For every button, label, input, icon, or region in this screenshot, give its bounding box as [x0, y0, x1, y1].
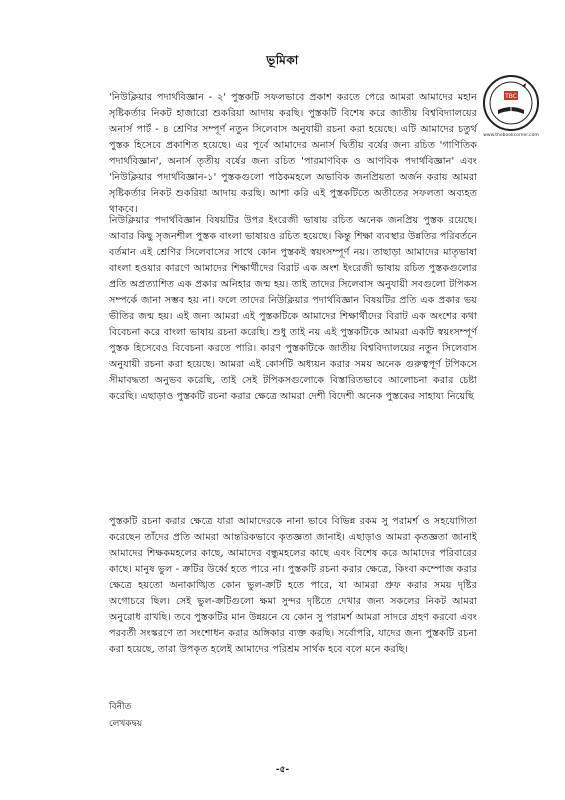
paragraph-background: নিউক্লিয়ার পদার্থবিজ্ঞান বিষয়টির উপর ইংরেজী ভাষায় রচিত অনেক জনপ্রিয় পুস্তক রয়েছে। আবার কিছু সৃজনশীল পুস্তক বাংলা ভাষায়ও রচিত হয়েছে। কিন্তু শিক্ষা ব্যবস্থার উন্নতির পরিবর্তনে বর্তমান এই শ্রেণির সিলেবাসের সাথে কোন পুস্তকই স্বয়ংসম্পূর্ণ নয়। তাছাড়া আমাদের মাতৃভাষা বাংলা হওয়ার কারণে আমাদের শিক্ষার্থীদের বিরাট এক অংশ ইংরেজী ভাষায় রচিত পুস্তকগুলোর প্রতি অপ্রত্যাশিত এক প্রকার অনিহার জন্ম হয়। তাই তাদের সিলেবাস অনুযায়ী সবগুলো টপিকস সম্পর্কে জানা সম্ভব হয় না। ফলে তাদের নিউক্লিয়ার পদার্থবিজ্ঞান বিষয়টির প্রতি এক প্রকার ভয় ভীতির জন্ম হয়। এই জন্য আমরা এই পুস্তকটিকে আমাদের শিক্ষার্থীদের বিরাট এক অংশের কথা বিবেচনা করে বাংলা ভাষায় রচনা করেছি। শুধু তাই নয় এই পুস্তকটিকে আমরা একটি স্বয়ংসম্পূর্ণ পুস্তক হিসেবেও বিবেচনা করতে পারি। কারণ পুস্তকটিকে জাতীয় বিশ্ববিদ্যালয়ের নতুন সিলেবাস অনুযায়ী রচনা করা হয়েছে। আমরা এই কোর্সটি অধ্যয়ন করার সময় অনেক গুরুত্বপূর্ণ টপিকসে সীমাবদ্ধতা অনুভব করেছি, তাই সেই টপিকসগুলোকে বিস্তারিতভাবে আলোচনা করার চেষ্টা করেছি। এছাড়াও পুস্তকটি রচনা করার ক্ষেত্রে আমরা দেশী বিদেশী অনেক পুস্তকের সাহায্য নিয়েছি [109, 215, 477, 402]
page-number: -৫- [275, 765, 290, 775]
paragraph-acknowledgement: পুস্তকটি রচনা করার ক্ষেত্রে যারা আমাদেরকে নানা ভাবে বিভিন্ন রকম সু পরামর্শ ও সহযোগিতা করেছেন তাঁদের প্রতি আমরা আন্তরিকভাবে কৃতজ্ঞতা জানাই। এছাড়াও আমরা কৃতজ্ঞতা জানাই আমাদের শিক্ষকমহলের কাছে, আমাদের বন্ধুমহলের কাছে এবং বিশেষ করে আমাদের পরিবারের কাছে। মানুষ ভুল - ক্রটির উর্ধ্বে হতে পারে না। পুস্তকটি রচনা করার ক্ষেত্রে, কিংবা কম্পোজ করার ক্ষেত্রে হয়তো অনাকাঙ্খিত কোন ভুল-ক্রটি হতে পারে, যা আমরা প্রুফ করার সময় দৃষ্টির অগোচরে ছিল। সেই ভুল-ক্রটিগুলো ক্ষমা সুন্দর দৃষ্টিতে দেখার জন্য সকলের নিকট আমরা অনুরোধ রাখছি। তবে পুস্তকটির মান উন্নয়নে যে কোন সু পরামর্শ আমরা সাদরে গ্রহণ করবো এবং পরবর্তী সংস্করণে তা সংশোধন করার অঙ্গিকার ব্যক্ত করছি। সর্বোপরি, যাদের জন্য পুস্তকটি রচনা করা হয়েছে, তারা উপকৃত হলেই আমাদের পরিশ্রম সার্থক হবে বলে মনে করছি। [109, 516, 477, 655]
publisher-logo-icon [482, 74, 540, 132]
paragraph-intro: 'নিউক্লিয়ার পদার্থবিজ্ঞান - ২' পুস্তকটি সফলভাবে প্রকাশ করতে পেরে আমরা আমাদের মহান সৃষ্টিকর্তার নিকট হাজারো শুকরিয়া আদায় করছি। পুস্তকটি বিশেষ করে জাতীয় বিশ্ববিদ্যালয়ের অনার্স পার্ট - ৪ শ্রেণির সম্পূর্ণ নতুন সিলেবাস অনুযায়ী রচনা করা হয়েছে। এটি আমাদের চতুর্থ পুস্তক হিসেবে প্রকাশিত হয়েছে। এর পূর্বে আমাদের অনার্স দ্বিতীয় বর্ষের জন্য রচিত 'গাণিতিক পদার্থবিজ্ঞান', অনার্স তৃতীয় বর্ষের জন্য রচিত 'পারমাণবিক ও আণবিক পদার্থবিজ্ঞান' এবং 'নিউক্লিয়ার পদার্থবিজ্ঞান-১' পুস্তকগুলো পাঠকমহলে অভাবিক জনপ্রিয়তা অর্জন করায় আমরা সৃষ্টিকর্তার নিকট শুকরিয়া আদায় করছি। আশা করি এই পুস্তকটিতে অতীতের সফলতা অব্যহত থাকবে। [109, 92, 477, 215]
signature-authors: লেখকদ্বয় [109, 719, 143, 729]
page-title: ভূমিকা [266, 53, 299, 67]
logo-badge: TBC [505, 93, 517, 100]
signature-closing: বিনীত [109, 702, 132, 712]
logo-url: www.thebookcorner.com [483, 133, 539, 138]
